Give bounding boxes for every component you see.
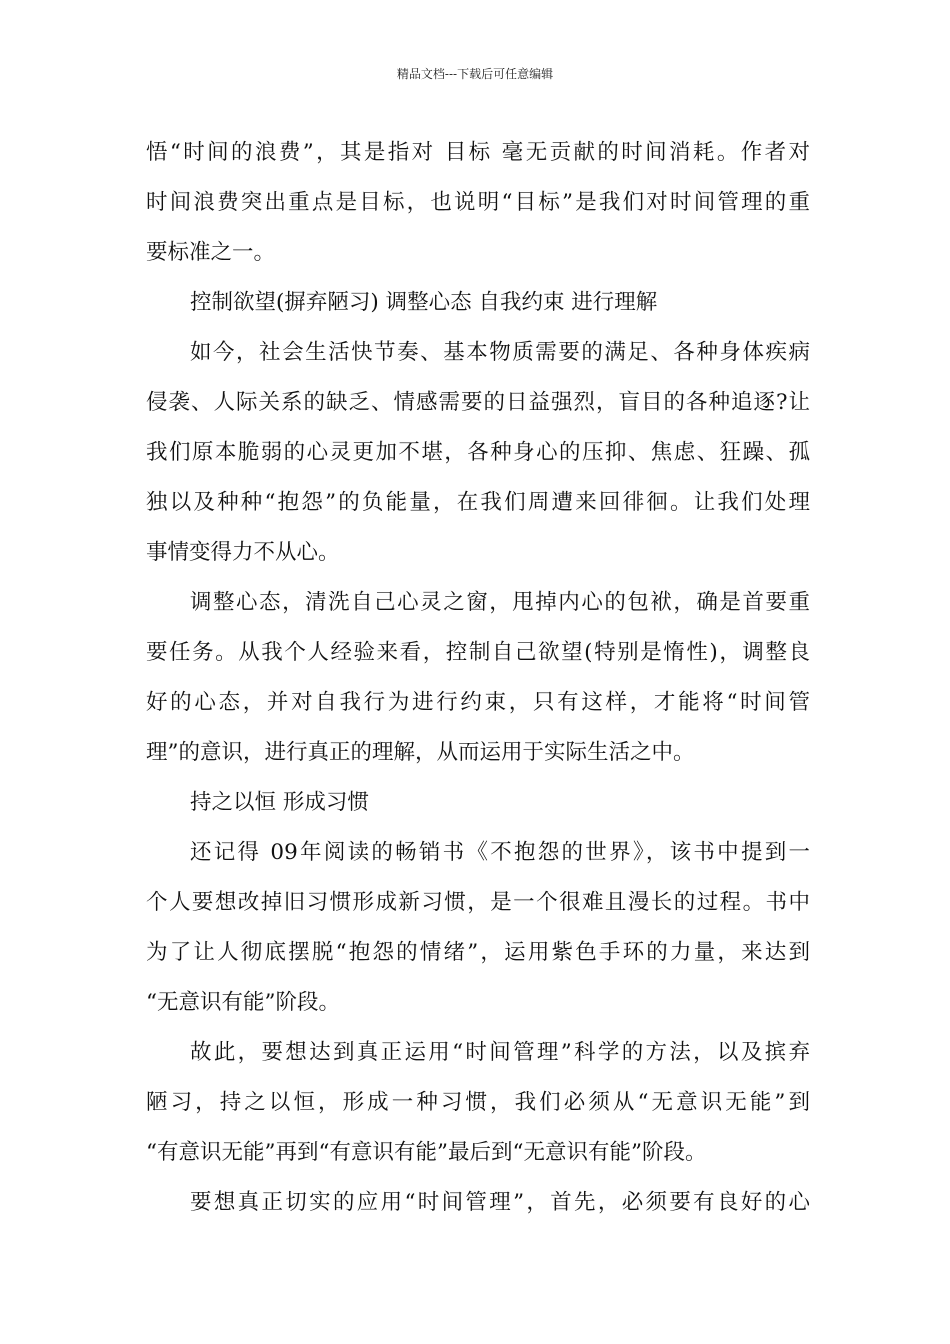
paragraph-line: 好的心态，并对自我行为进行约束，只有这样，才能将“时间管 xyxy=(146,690,810,715)
paragraph-line: 还记得 09年阅读的畅销书《不抱怨的世界》，该书中提到一 xyxy=(190,840,810,865)
paragraph-line: 要任务。从我个人经验来看，控制自己欲望(特别是惰性)，调整良 xyxy=(146,640,810,665)
paragraph-line: 如今，社会生活快节奏、基本物质需要的满足、各种身体疾病 xyxy=(190,340,810,365)
page-header: 精品文档---下载后可任意编辑 xyxy=(396,67,554,81)
paragraph-line: 要想真正切实的应用“时间管理”，首先，必须要有良好的心 xyxy=(190,1190,810,1215)
paragraph-line: “无意识有能”阶段。 xyxy=(146,990,340,1015)
paragraph-line: 要标准之一。 xyxy=(146,240,276,265)
paragraph-line: 独以及种种“抱怨”的负能量，在我们周遭来回徘徊。让我们处理 xyxy=(146,490,810,515)
paragraph-line: 侵袭、人际关系的缺乏、情感需要的日益强烈，盲目的各种追逐?让 xyxy=(146,390,810,415)
paragraph-line: 理”的意识，进行真正的理解，从而运用于实际生活之中。 xyxy=(146,740,695,765)
paragraph-line: 调整心态，清洗自己心灵之窗，甩掉内心的包袱，确是首要重 xyxy=(190,590,810,615)
paragraph-line: 故此，要想达到真正运用“时间管理”科学的方法，以及摈弃 xyxy=(190,1040,810,1065)
paragraph-line: 个人要想改掉旧习惯形成新习惯，是一个很难且漫长的过程。书中 xyxy=(146,890,810,915)
document-body xyxy=(146,128,810,1228)
paragraph-line: 悟“时间的浪费”，其是指对 目标 毫无贡献的时间消耗。作者对 xyxy=(146,140,810,165)
paragraph-line: 事情变得力不从心。 xyxy=(146,540,340,565)
paragraph-line: 时间浪费突出重点是目标，也说明“目标”是我们对时间管理的重 xyxy=(146,190,810,215)
section-heading: 持之以恒 形成习惯 xyxy=(190,790,369,815)
section-heading: 控制欲望(摒弃陋习) 调整心态 自我约束 进行理解 xyxy=(190,290,658,315)
paragraph-line: 为了让人彻底摆脱“抱怨的情绪”，运用紫色手环的力量，来达到 xyxy=(146,940,810,965)
paragraph-line: “有意识无能”再到“有意识有能”最后到“无意识有能”阶段。 xyxy=(146,1140,707,1165)
paragraph-line: 我们原本脆弱的心灵更加不堪，各种身心的压抑、焦虑、狂躁、孤 xyxy=(146,440,810,465)
paragraph-line: 陋习，持之以恒，形成一种习惯，我们必须从“无意识无能”到 xyxy=(146,1090,810,1115)
